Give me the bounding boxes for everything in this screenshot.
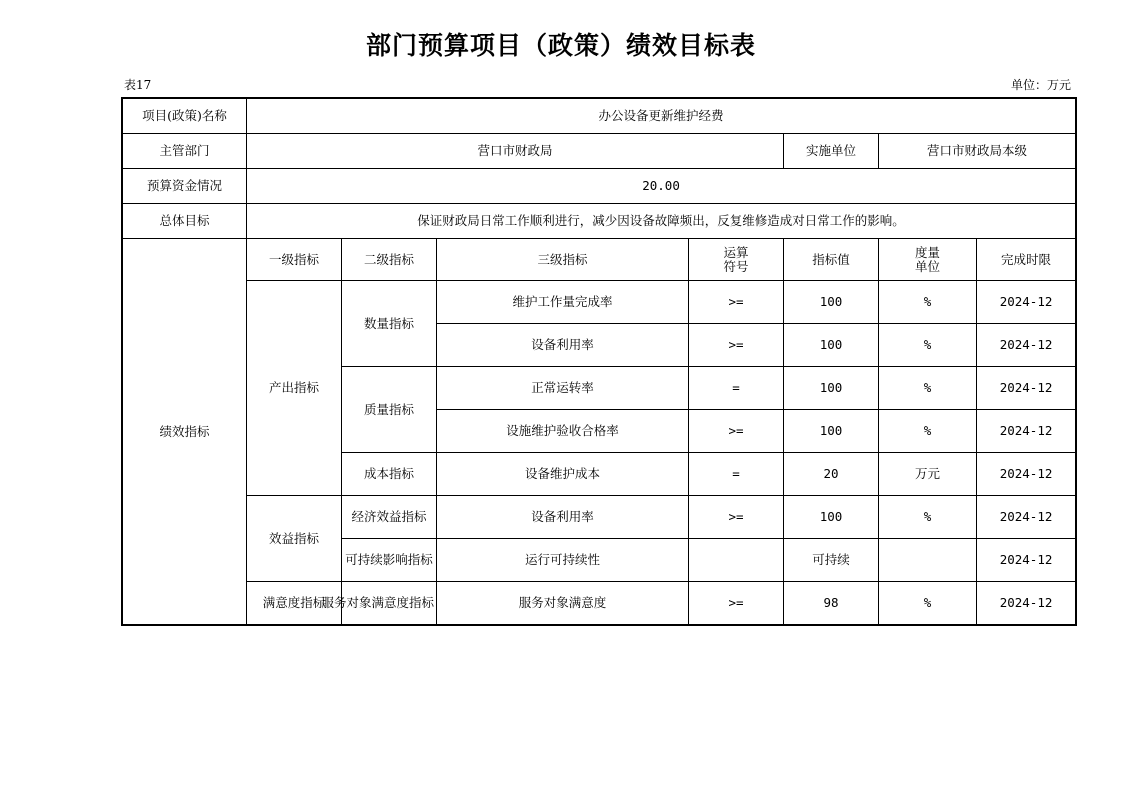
measure-unit: %	[879, 367, 977, 410]
performance-target-table	[122, 98, 1076, 625]
operator	[689, 539, 784, 582]
measure-unit: %	[879, 496, 977, 539]
header-operator-line2: 符号	[723, 258, 749, 274]
deadline: 2024-12	[977, 453, 1076, 496]
project-name-value: 办公设备更新维护经费	[247, 99, 1076, 134]
indicator-value: 可持续	[784, 539, 879, 582]
indicator-value: 100	[784, 496, 879, 539]
measure-unit: %	[879, 281, 977, 324]
level3-indicator: 服务对象满意度	[437, 582, 689, 625]
operator: =	[689, 453, 784, 496]
level2-quality: 质量指标	[342, 367, 437, 453]
page-title: 部门预算项目（政策）绩效目标表	[365, 31, 756, 60]
header-unit-line2: 单位	[914, 258, 940, 274]
deadline: 2024-12	[977, 582, 1076, 625]
level2-sustainability: 可持续影响指标	[342, 539, 437, 582]
table-number: 表17	[124, 78, 152, 92]
header-operator	[689, 239, 784, 281]
budget-value: 20.00	[247, 169, 1076, 204]
level3-indicator: 正常运转率	[437, 367, 689, 410]
operator: >=	[689, 496, 784, 539]
indicator-row	[123, 281, 1076, 324]
header-deadline: 完成时限	[977, 239, 1076, 281]
operator: >=	[689, 281, 784, 324]
operator: =	[689, 367, 784, 410]
operator: >=	[689, 410, 784, 453]
level1-output: 产出指标	[247, 281, 342, 496]
project-name-row	[123, 99, 1076, 134]
level2-cost: 成本指标	[342, 453, 437, 496]
header-unit	[879, 239, 977, 281]
deadline: 2024-12	[977, 367, 1076, 410]
header-level1: 一级指标	[247, 239, 342, 281]
implementing-unit-value: 营口市财政局本级	[879, 134, 1076, 169]
overall-goal-label: 总体目标	[123, 204, 247, 239]
project-name-label: 项目(政策)名称	[123, 99, 247, 134]
department-value: 营口市财政局	[247, 134, 784, 169]
header-level2: 二级指标	[342, 239, 437, 281]
budget-label: 预算资金情况	[123, 169, 247, 204]
indicator-header-row	[123, 239, 1076, 281]
measure-unit	[879, 539, 977, 582]
level3-indicator: 维护工作量完成率	[437, 281, 689, 324]
indicator-value: 100	[784, 410, 879, 453]
overall-goal-row	[123, 204, 1076, 239]
unit-label: 单位：万元	[1010, 78, 1071, 92]
indicator-row	[123, 582, 1076, 625]
implementing-unit-label: 实施单位	[784, 134, 879, 169]
indicator-value: 100	[784, 367, 879, 410]
header-operator-line1: 运算	[723, 244, 749, 260]
header-unit-line1: 度量	[914, 244, 940, 260]
measure-unit: %	[879, 324, 977, 367]
measure-unit: 万元	[879, 453, 977, 496]
level3-indicator: 运行可持续性	[437, 539, 689, 582]
indicator-value: 98	[784, 582, 879, 625]
level3-indicator: 设备利用率	[437, 496, 689, 539]
deadline: 2024-12	[977, 324, 1076, 367]
header-level3: 三级指标	[437, 239, 689, 281]
indicator-value: 100	[784, 281, 879, 324]
header-value: 指标值	[784, 239, 879, 281]
department-row	[123, 134, 1076, 169]
level2-economic: 经济效益指标	[342, 496, 437, 539]
measure-unit: %	[879, 582, 977, 625]
deadline: 2024-12	[977, 539, 1076, 582]
operator: >=	[689, 324, 784, 367]
deadline: 2024-12	[977, 281, 1076, 324]
indicator-row	[123, 496, 1076, 539]
indicator-value: 20	[784, 453, 879, 496]
measure-unit: %	[879, 410, 977, 453]
level2-quantity: 数量指标	[342, 281, 437, 367]
deadline: 2024-12	[977, 496, 1076, 539]
performance-indicator-label: 绩效指标	[123, 239, 247, 625]
level3-indicator: 设施维护验收合格率	[437, 410, 689, 453]
indicator-value: 100	[784, 324, 879, 367]
level2-service-satisfaction: 服务对象满意度指标	[342, 582, 437, 625]
level1-benefit: 效益指标	[247, 496, 342, 582]
level3-indicator: 设备利用率	[437, 324, 689, 367]
department-label: 主管部门	[123, 134, 247, 169]
deadline: 2024-12	[977, 410, 1076, 453]
level1-satisfaction: 满意度指标	[247, 582, 342, 625]
budget-row	[123, 169, 1076, 204]
overall-goal-value: 保证财政局日常工作顺利进行，减少因设备故障频出，反复维修造成对日常工作的影响。	[247, 204, 1076, 239]
level3-indicator: 设备维护成本	[437, 453, 689, 496]
operator: >=	[689, 582, 784, 625]
